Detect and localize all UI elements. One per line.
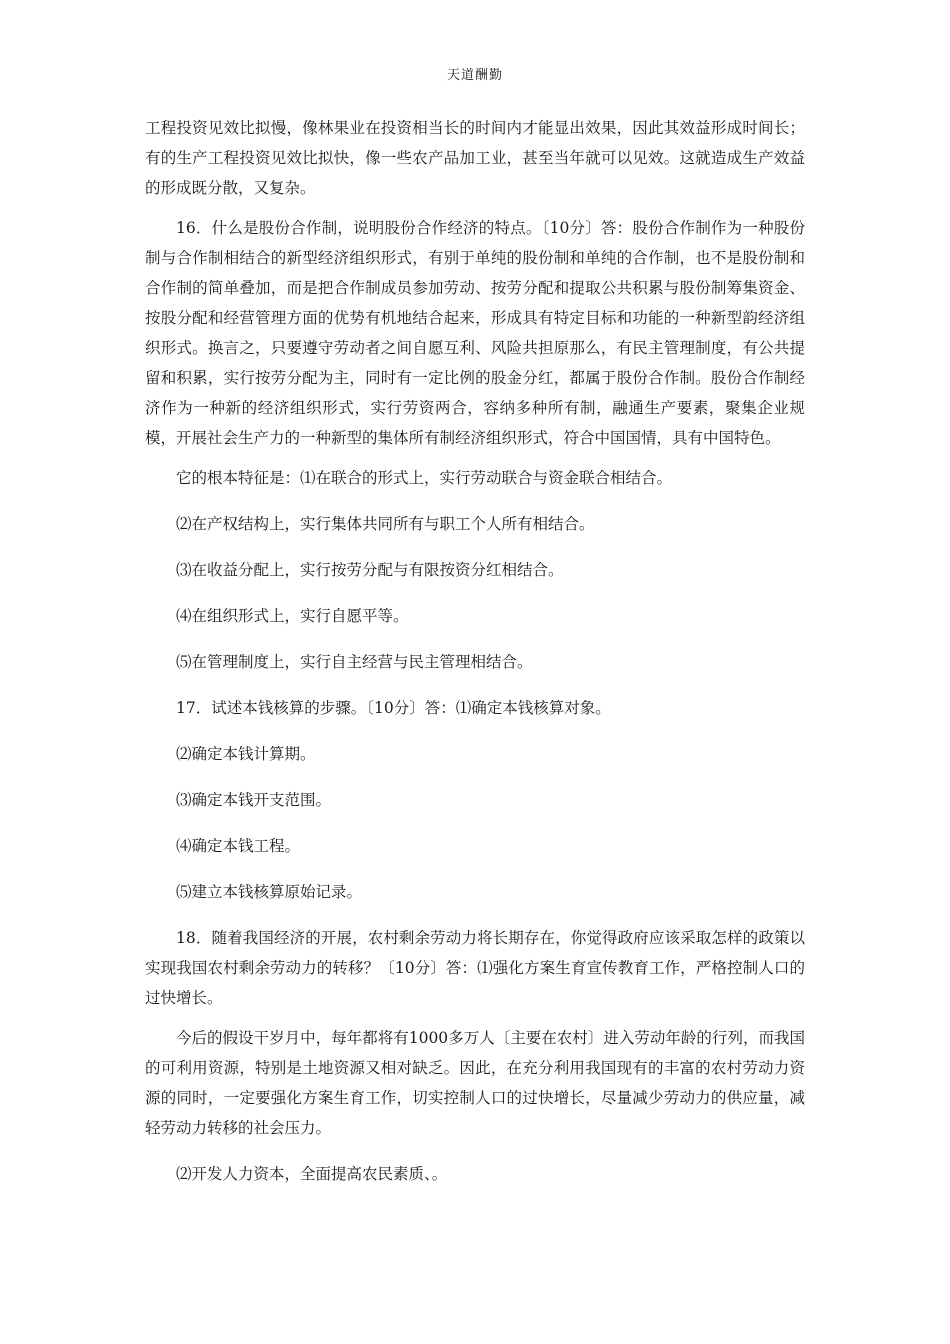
question-17: 17．试述本钱核算的步骤。〔10分〕答：⑴确定本钱核算对象。 xyxy=(176,699,611,717)
step-item: ⑷确定本钱工程。 xyxy=(176,837,301,855)
page-header: 天道酬勤 xyxy=(446,68,503,83)
features-intro: 它的根本特征是：⑴在联合的形式上，实行劳动联合与资金联合相结合。 xyxy=(176,469,673,487)
step-item: ⑵确定本钱计算期。 xyxy=(176,745,316,763)
answer-paragraph: 今后的假设干岁月中，每年都将有1000多万人〔主要在农村〕进入劳动年龄的行列，而我国的可利用资源，特别是土地资源又相对缺乏。因此，在充分利用我国现有的丰富的农村劳动力资源的同时，一定要强化方案生育工作，切实控制人口的过快增长，尽量减少劳动力的供应量，减轻劳动力转移的社会压力。 xyxy=(145,1029,805,1137)
step-item: ⑶确定本钱开支范围。 xyxy=(176,791,332,809)
feature-item: ⑸在管理制度上，实行自主经营与民主管理相结合。 xyxy=(176,653,533,671)
document-body xyxy=(145,113,805,1189)
feature-item: ⑷在组织形式上，实行自愿平等。 xyxy=(176,607,409,625)
question-18: 18．随着我国经济的开展，农村剩余劳动力将长期存在，你觉得政府应该采取怎样的政策以实现我国农村剩余劳动力的转移？〔10分〕答：⑴强化方案生育宣传教育工作，严格控制人口的过快增长。 xyxy=(145,929,805,1007)
step-item: ⑸建立本钱核算原始记录。 xyxy=(176,883,363,901)
feature-item: ⑵在产权结构上，实行集体共同所有与职工个人所有相结合。 xyxy=(176,515,595,533)
question-16: 16．什么是股份合作制，说明股份合作经济的特点。〔10分〕答：股份合作制作为一种股份制与合作制相结合的新型经济组织形式，有别于单纯的股份制和单纯的合作制，也不是股份制和合作制的简单叠加，而是把合作制成员参加劳动、按劳分配和提取公共积累与股份制筹集资金、按股分配和经营管理方面的优势有机地结合起来，形成具有特定目标和功能的一种新型韵经济组织形式。换言之，只要遵守劳动者之间自愿互利、风险共担原那么，有民主管理制度，有公共提留和积累，实行按劳分配为主，同时有一定比例的股金分红，都属于股份合作制。股份合作制经济作为一种新的经济组织形式，实行劳资两合，容纳多种所有制，融通生产要素，聚集企业规模，开展社会生产力的一种新型的集体所有制经济组织形式，符合中国国情，具有中国特色。 xyxy=(145,219,805,447)
feature-item: ⑶在收益分配上，实行按劳分配与有限按资分红相结合。 xyxy=(176,561,564,579)
answer-item: ⑵开发人力资本，全面提高农民素质、。 xyxy=(176,1165,448,1183)
paragraph-continuation: 工程投资见效比拟慢，像林果业在投资相当长的时间内才能显出效果，因此其效益形成时间长；有的生产工程投资见效比拟快，像一些农产品加工业，甚至当年就可以见效。这就造成生产效益的形成既分散，又复杂。 xyxy=(145,119,805,197)
